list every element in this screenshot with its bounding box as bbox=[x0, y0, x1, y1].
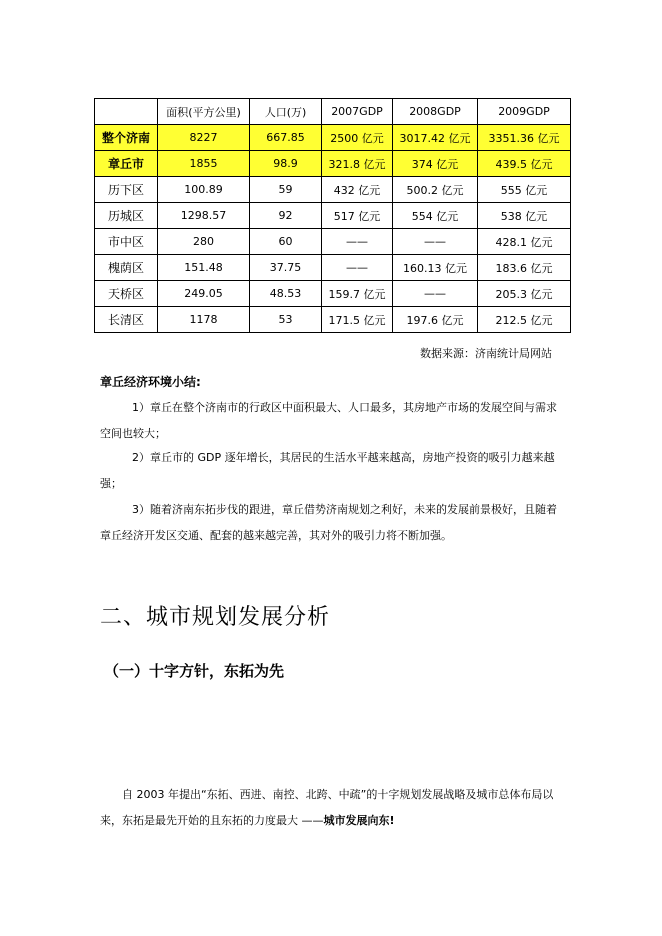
summary-title: 章丘经济环境小结: bbox=[100, 375, 201, 389]
gdp-table bbox=[94, 98, 571, 333]
gdp-2007-cell: 432 亿元 bbox=[322, 177, 393, 203]
gdp-2008-cell: —— bbox=[393, 229, 478, 255]
gdp-2008-cell: 197.6 亿元 bbox=[393, 307, 478, 333]
gdp-2008-cell: 554 亿元 bbox=[393, 203, 478, 229]
area-cell: 280 bbox=[158, 229, 250, 255]
population-cell: 53 bbox=[250, 307, 322, 333]
district-name: 历下区 bbox=[95, 177, 158, 203]
population-cell: 48.53 bbox=[250, 281, 322, 307]
table-row bbox=[95, 203, 571, 229]
subsection-heading: （一）十字方针，东拓为先 bbox=[104, 662, 285, 680]
header-cell: 面积(平方公里) bbox=[158, 99, 250, 125]
population-cell: 92 bbox=[250, 203, 322, 229]
table-row bbox=[95, 229, 571, 255]
gdp-2007-cell: —— bbox=[322, 255, 393, 281]
gdp-2007-cell: 321.8 亿元 bbox=[322, 151, 393, 177]
gdp-2007-cell: 171.5 亿元 bbox=[322, 307, 393, 333]
header-cell: 人口(万) bbox=[250, 99, 322, 125]
table-row bbox=[95, 125, 571, 151]
area-cell: 1298.57 bbox=[158, 203, 250, 229]
gdp-2007-cell: 517 亿元 bbox=[322, 203, 393, 229]
gdp-2008-cell: 374 亿元 bbox=[393, 151, 478, 177]
area-cell: 151.48 bbox=[158, 255, 250, 281]
district-name: 长清区 bbox=[95, 307, 158, 333]
intro-paragraph bbox=[100, 782, 560, 834]
intro-bold-text: 城市发展向东! bbox=[323, 814, 395, 827]
population-cell: 667.85 bbox=[250, 125, 322, 151]
header-cell: 2009GDP bbox=[478, 99, 571, 125]
table-header-row bbox=[95, 99, 571, 125]
area-cell: 249.05 bbox=[158, 281, 250, 307]
district-name: 历城区 bbox=[95, 203, 158, 229]
gdp-2008-cell: —— bbox=[393, 281, 478, 307]
gdp-2009-cell: 439.5 亿元 bbox=[478, 151, 571, 177]
gdp-2009-cell: 205.3 亿元 bbox=[478, 281, 571, 307]
table-row bbox=[95, 307, 571, 333]
district-name: 市中区 bbox=[95, 229, 158, 255]
table-row bbox=[95, 177, 571, 203]
section-heading: 二、城市规划发展分析 bbox=[100, 605, 331, 630]
table-row bbox=[95, 151, 571, 177]
population-cell: 98.9 bbox=[250, 151, 322, 177]
gdp-2007-cell: 159.7 亿元 bbox=[322, 281, 393, 307]
gdp-2009-cell: 212.5 亿元 bbox=[478, 307, 571, 333]
gdp-2009-cell: 428.1 亿元 bbox=[478, 229, 571, 255]
district-name: 章丘市 bbox=[95, 151, 158, 177]
gdp-2008-cell: 3017.42 亿元 bbox=[393, 125, 478, 151]
gdp-2009-cell: 3351.36 亿元 bbox=[478, 125, 571, 151]
gdp-2009-cell: 183.6 亿元 bbox=[478, 255, 571, 281]
area-cell: 8227 bbox=[158, 125, 250, 151]
district-name: 整个济南 bbox=[95, 125, 158, 151]
gdp-2009-cell: 538 亿元 bbox=[478, 203, 571, 229]
population-cell: 60 bbox=[250, 229, 322, 255]
gdp-2007-cell: 2500 亿元 bbox=[322, 125, 393, 151]
header-cell bbox=[95, 99, 158, 125]
table-row bbox=[95, 255, 571, 281]
district-name: 槐荫区 bbox=[95, 255, 158, 281]
header-cell: 2008GDP bbox=[393, 99, 478, 125]
district-name: 天桥区 bbox=[95, 281, 158, 307]
gdp-2008-cell: 160.13 亿元 bbox=[393, 255, 478, 281]
summary-paragraph-3: 3）随着济南东拓步伐的跟进，章丘借势济南规划之利好，未来的发展前景极好，且随着章丘经济开发区交通、配套的越来越完善，其对外的吸引力将不断加强。 bbox=[100, 503, 557, 542]
area-cell: 1855 bbox=[158, 151, 250, 177]
summary-paragraph-1: 1）章丘在整个济南市的行政区中面积最大、人口最多，其房地产市场的发展空间与需求空间也较大； bbox=[100, 401, 557, 440]
population-cell: 59 bbox=[250, 177, 322, 203]
gdp-2007-cell: —— bbox=[322, 229, 393, 255]
intro-text: 自 2003 年提出“东拓、西进、南控、北跨、中疏”的十字规划发展战略及城市总体布局以来，东拓是最先开始的且东拓的力度最大 —— bbox=[100, 788, 554, 827]
header-cell: 2007GDP bbox=[322, 99, 393, 125]
population-cell: 37.75 bbox=[250, 255, 322, 281]
area-cell: 1178 bbox=[158, 307, 250, 333]
area-cell: 100.89 bbox=[158, 177, 250, 203]
table-row bbox=[95, 281, 571, 307]
gdp-2008-cell: 500.2 亿元 bbox=[393, 177, 478, 203]
summary-paragraph-2: 2）章丘市的 GDP 逐年增长，其居民的生活水平越来越高，房地产投资的吸引力越来越强； bbox=[100, 451, 555, 490]
data-source-note: 数据来源：济南统计局网站 bbox=[420, 347, 552, 360]
gdp-2009-cell: 555 亿元 bbox=[478, 177, 571, 203]
